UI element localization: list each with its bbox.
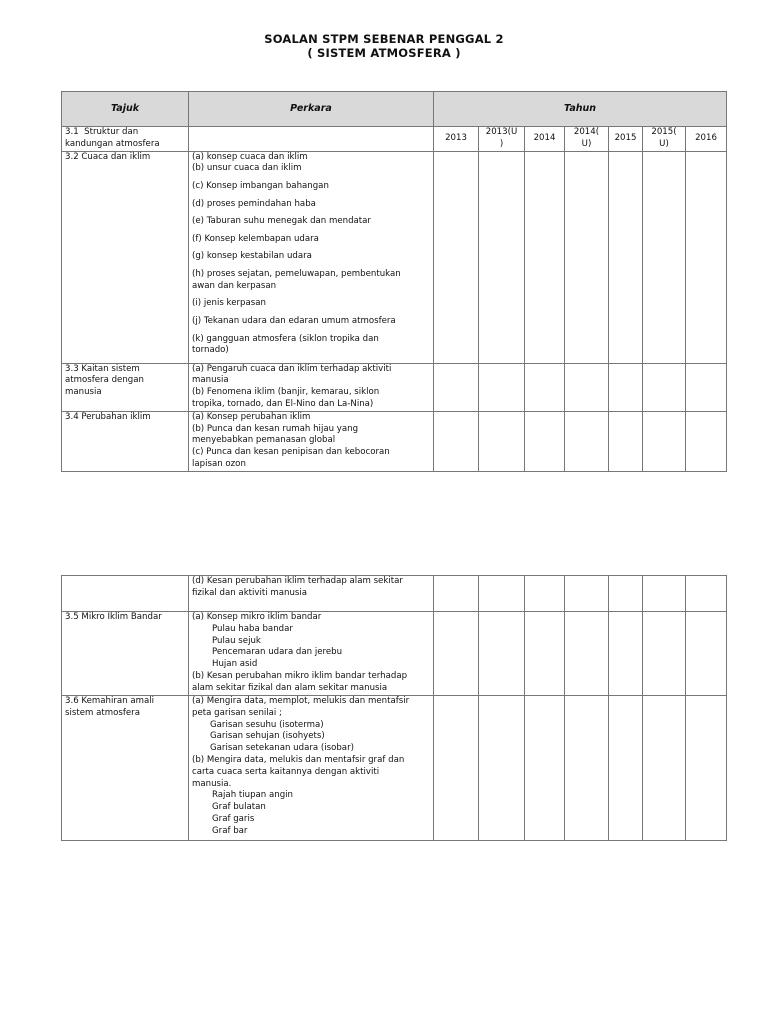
row-3-4-cont-perkara: (d) Kesan perubahan iklim terhadap alam sekitar fizikal dan aktiviti manusia — [189, 576, 434, 612]
header-tahun: Tahun — [434, 92, 727, 127]
row-3-3-perkara: (a) Pengaruh cuaca dan iklim terhadap aktiviti manusia (b) Fenomena iklim (banjir, kemarau, siklon tropika, tornado, dan El-Nino dan La-Nina) — [189, 363, 434, 411]
year-header: 2016 — [686, 127, 727, 152]
row-3-5-tajuk: 3.5 Mikro Iklim Bandar — [62, 612, 189, 696]
row-3-1-tajuk: 3.1 Struktur dan kandungan atmosfera — [62, 127, 189, 152]
cell — [565, 411, 609, 471]
cell — [479, 696, 525, 841]
syllabus-table-part2 — [61, 575, 727, 841]
year-header: 2015( U) — [643, 127, 686, 152]
cell — [609, 696, 643, 841]
cell — [686, 696, 727, 841]
year-header: 2013(U ) — [479, 127, 525, 152]
cell — [686, 151, 727, 363]
cell — [434, 363, 479, 411]
cell — [643, 363, 686, 411]
cell — [479, 576, 525, 612]
cell — [565, 576, 609, 612]
year-header: 2015 — [609, 127, 643, 152]
row-3-4-perkara: (a) Konsep perubahan iklim (b) Punca dan kesan rumah hijau yang menyebabkan pemanasan global (c) Punca dan kesan penipisan dan kebocoran lapisan ozon — [189, 411, 434, 471]
header-perkara: Perkara — [189, 92, 434, 127]
cell — [609, 612, 643, 696]
cell — [479, 363, 525, 411]
cell — [609, 363, 643, 411]
cell — [609, 576, 643, 612]
cell — [565, 363, 609, 411]
cell — [525, 612, 565, 696]
cell — [434, 576, 479, 612]
doc-title: SOALAN STPM SEBENAR PENGGAL 2 — [264, 32, 504, 46]
cell — [643, 612, 686, 696]
cell — [434, 696, 479, 841]
cell — [434, 151, 479, 363]
cell — [525, 576, 565, 612]
row-3-6-tajuk: 3.6 Kemahiran amali sistem atmosfera — [62, 696, 189, 841]
row-3-4-tajuk: 3.4 Perubahan iklim — [62, 411, 189, 471]
header-tajuk: Tajuk — [62, 92, 189, 127]
cell — [525, 696, 565, 841]
row-3-1-perkara — [189, 127, 434, 152]
cell — [565, 612, 609, 696]
cell — [686, 363, 727, 411]
cell — [609, 151, 643, 363]
cell — [434, 612, 479, 696]
doc-subtitle: ( SISTEM ATMOSFERA ) — [307, 46, 461, 60]
cell — [479, 151, 525, 363]
row-3-2-tajuk: 3.2 Cuaca dan iklim — [62, 151, 189, 363]
row-3-4-cont-tajuk — [62, 576, 189, 612]
cell — [479, 411, 525, 471]
row-3-3-tajuk: 3.3 Kaitan sistem atmosfera dengan manusia — [62, 363, 189, 411]
cell — [525, 411, 565, 471]
cell — [565, 151, 609, 363]
row-3-5-perkara: (a) Konsep mikro iklim bandar Pulau haba bandar Pulau sejuk Pencemaran udara dan jerebu Hujan asid (b) Kesan perubahan mikro iklim bandar terhadap alam sekitar fizikal dan alam sekitar manusia — [189, 612, 434, 696]
cell — [686, 576, 727, 612]
year-header: 2013 — [434, 127, 479, 152]
row-3-6-perkara: (a) Mengira data, memplot, melukis dan mentafsir peta garisan senilai ; Garisan sesuhu (isoterma) Garisan sehujan (isohyets) Garisan setekanan udara (isobar) (b) Mengira data, melukis dan mentafsir graf dan carta cuaca serta kaitannya dengan aktiviti manusia. Rajah tiupan angin Graf bulatan Graf garis Graf bar — [189, 696, 434, 841]
cell — [686, 612, 727, 696]
cell — [643, 151, 686, 363]
year-header: 2014( U) — [565, 127, 609, 152]
syllabus-table-part1 — [61, 91, 727, 472]
cell — [643, 411, 686, 471]
cell — [686, 411, 727, 471]
cell — [479, 612, 525, 696]
cell — [434, 411, 479, 471]
cell — [525, 151, 565, 363]
year-header: 2014 — [525, 127, 565, 152]
cell — [565, 696, 609, 841]
cell — [643, 576, 686, 612]
cell — [609, 411, 643, 471]
cell — [643, 696, 686, 841]
row-3-2-perkara: (a) konsep cuaca dan iklim (b) unsur cuaca dan iklim (c) Konsep imbangan bahangan (d) proses pemindahan haba (e) Taburan suhu menegak dan mendatar (f) Konsep kelembapan udara (g) konsep kestabilan udara (h) proses sejatan, pemeluwapan, pembentukan awan dan kerpasan (i) jenis kerpasan (j) Tekanan udara dan edaran umum atmosfera (k) gangguan atmosfera (siklon tropika dan tornado) — [189, 151, 434, 363]
cell — [525, 363, 565, 411]
